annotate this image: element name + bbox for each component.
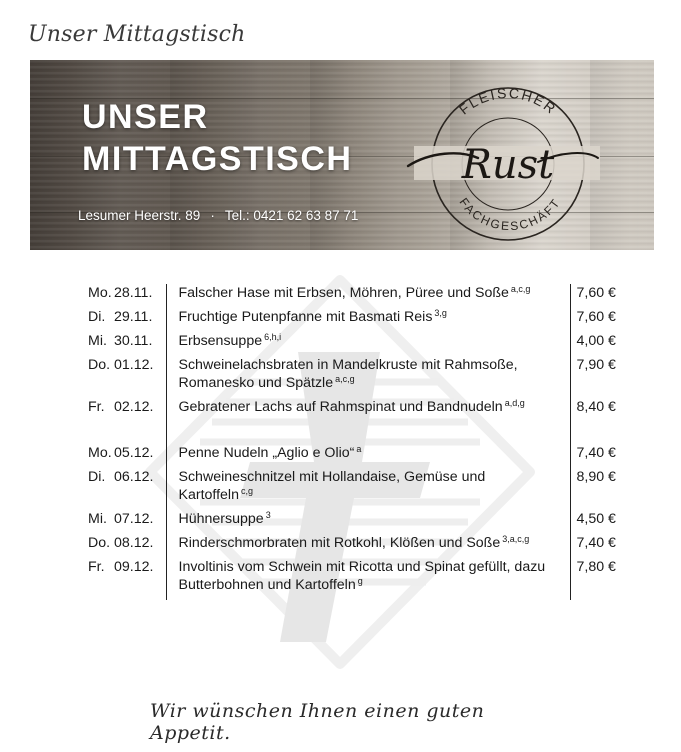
rust-logo bbox=[400, 66, 600, 244]
phone-text: Tel.: 0421 62 63 87 71 bbox=[224, 208, 359, 223]
menu-row bbox=[84, 510, 624, 534]
menu-row bbox=[84, 468, 624, 510]
menu-price: 7,40 € bbox=[576, 445, 616, 461]
allergen-codes: 3 bbox=[265, 510, 271, 520]
menu-day: Mo. bbox=[88, 445, 112, 461]
menu-row bbox=[84, 398, 624, 422]
menu-row bbox=[84, 534, 624, 558]
menu-row bbox=[84, 558, 624, 600]
dish-name: Fruchtige Putenpfanne mit Basmati Reis bbox=[178, 309, 433, 325]
menu-dish bbox=[166, 558, 570, 600]
menu-dish bbox=[166, 444, 570, 468]
allergen-codes: a,d,g bbox=[504, 398, 525, 408]
menu-date: 08.12. bbox=[114, 535, 154, 551]
menu-date: 06.12. bbox=[114, 469, 154, 485]
menu-price: 4,50 € bbox=[576, 511, 616, 527]
menu-dish bbox=[166, 332, 570, 356]
header-banner bbox=[30, 60, 654, 250]
menu-dish bbox=[166, 510, 570, 534]
menu-price: 4,00 € bbox=[576, 333, 616, 349]
menu-row bbox=[84, 356, 624, 398]
menu-price: 7,80 € bbox=[576, 559, 616, 575]
menu-week-2 bbox=[84, 444, 624, 600]
menu-day: Di. bbox=[88, 469, 106, 485]
menu-row bbox=[84, 308, 624, 332]
menu-date: 07.12. bbox=[114, 511, 154, 527]
menu-day: Mi. bbox=[88, 511, 107, 527]
address-text: Lesumer Heerstr. 89 bbox=[78, 208, 201, 223]
dish-name: Penne Nudeln „Aglio e Olio“ bbox=[178, 445, 355, 461]
menu-date: 05.12. bbox=[114, 445, 154, 461]
menu-date: 02.12. bbox=[114, 399, 154, 415]
dish-name: Gebratener Lachs auf Rahmspinat und Bandnudeln bbox=[178, 399, 503, 415]
menu-day: Mi. bbox=[88, 333, 107, 349]
dish-name: Falscher Hase mit Erbsen, Möhren, Püree und Soße bbox=[178, 285, 509, 301]
menu-table bbox=[84, 284, 624, 600]
menu-day: Di. bbox=[88, 309, 106, 325]
allergen-codes: a bbox=[356, 444, 362, 454]
dish-name: Hühnersuppe bbox=[178, 511, 264, 527]
menu-date: 30.11. bbox=[114, 333, 153, 349]
menu-price: 8,40 € bbox=[576, 399, 616, 415]
logo-ring-bottom-text: FACHGESCHÄFT bbox=[456, 195, 564, 234]
page-title: Unser Mittagstisch bbox=[28, 22, 246, 47]
allergen-codes: g bbox=[357, 576, 363, 586]
menu-day: Do. bbox=[88, 357, 111, 373]
allergen-codes: 3,g bbox=[434, 308, 447, 318]
dish-name: Rinderschmorbraten mit Rotkohl, Klößen und Soße bbox=[178, 535, 501, 551]
menu-row bbox=[84, 284, 624, 308]
allergen-codes: c,g bbox=[240, 486, 253, 496]
menu-dish bbox=[166, 308, 570, 332]
menu-date: 29.11. bbox=[114, 309, 153, 325]
allergen-codes: 3,a,c,g bbox=[502, 534, 530, 544]
dish-name: Involtinis vom Schwein mit Ricotta und Spinat gefüllt, dazu Butterbohnen und Kartoffeln bbox=[178, 559, 546, 593]
menu-week-spacer bbox=[84, 422, 624, 444]
menu-dish bbox=[166, 534, 570, 558]
menu-price: 8,90 € bbox=[576, 469, 616, 485]
menu-date: 01.12. bbox=[114, 357, 154, 373]
menu-day: Do. bbox=[88, 535, 111, 551]
menu-date: 28.11. bbox=[114, 285, 153, 301]
dish-name: Erbsensuppe bbox=[178, 333, 263, 349]
banner-headline-line1: UNSER bbox=[82, 98, 209, 136]
menu-row bbox=[84, 332, 624, 356]
menu-day: Fr. bbox=[88, 559, 105, 575]
menu-dish bbox=[166, 398, 570, 422]
address-separator: · bbox=[210, 208, 215, 223]
dish-name: Schweineschnitzel mit Hollandaise, Gemüse und Kartoffeln bbox=[178, 469, 486, 503]
logo-ring-top-text: FLEISCHER bbox=[455, 84, 561, 118]
menu-dish bbox=[166, 356, 570, 398]
closing-message: Wir wünschen Ihnen einen guten Appetit. bbox=[150, 700, 485, 744]
logo-brand-text: Rust bbox=[461, 142, 555, 188]
banner-headline-line2: MITTAGSTISCH bbox=[82, 140, 353, 178]
menu-dish bbox=[166, 468, 570, 510]
menu-price: 7,90 € bbox=[576, 357, 616, 373]
menu-price: 7,40 € bbox=[576, 535, 616, 551]
menu-price: 7,60 € bbox=[576, 309, 616, 325]
menu-week-1 bbox=[84, 284, 624, 422]
menu-date: 09.12. bbox=[114, 559, 154, 575]
menu-day: Fr. bbox=[88, 399, 105, 415]
allergen-codes: a,c,g bbox=[335, 374, 355, 384]
allergen-codes: 6,h,i bbox=[264, 332, 282, 342]
allergen-codes: a,c,g bbox=[510, 284, 531, 294]
menu-dish bbox=[166, 284, 570, 308]
menu-day: Mo. bbox=[88, 285, 112, 301]
banner-contact bbox=[78, 208, 358, 223]
menu-row bbox=[84, 444, 624, 468]
dish-name: Schweinelachsbraten in Mandelkruste mit Rahmsoße, Romanesko und Spätzle bbox=[178, 357, 518, 391]
menu-price: 7,60 € bbox=[576, 285, 616, 301]
